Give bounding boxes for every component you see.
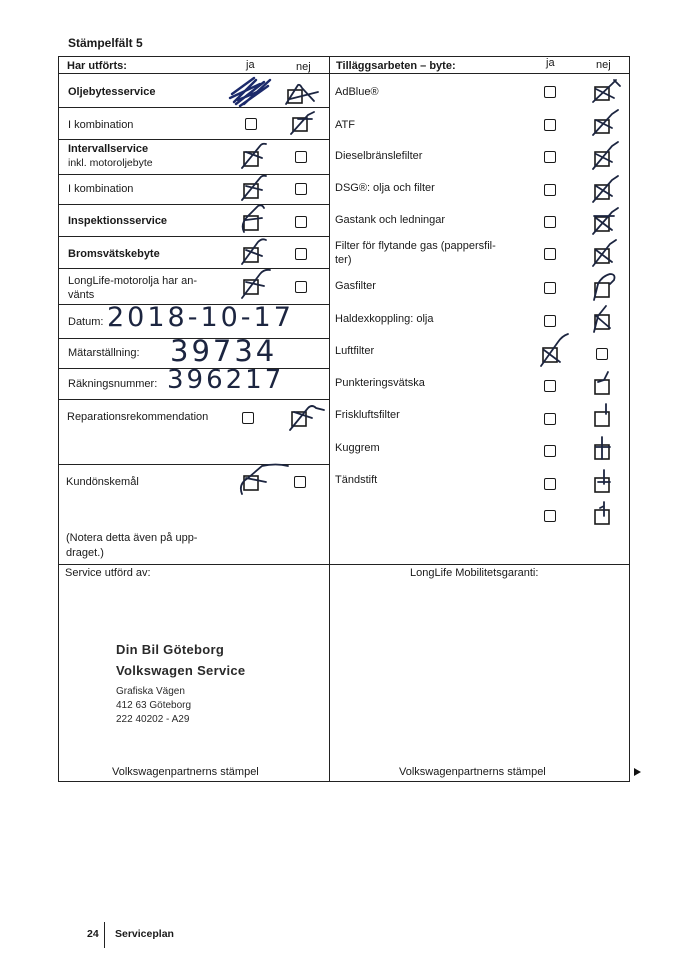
- notera-line-1: (Notera detta även på upp-: [66, 532, 198, 544]
- dealer-stamp: [116, 642, 245, 725]
- friskluft-label: Friskluftsfilter: [335, 409, 400, 421]
- intervallservice-label: Intervallservice: [68, 143, 149, 155]
- row-divider: [58, 236, 329, 237]
- datum-handwritten: 2018-10-17: [107, 302, 294, 333]
- section-divider: [58, 564, 630, 565]
- row-divider: [58, 107, 329, 108]
- reparation-ja-checkbox[interactable]: [242, 412, 254, 424]
- gasfilter-ja-checkbox[interactable]: [544, 282, 556, 294]
- punktering-label: Punkteringsvätska: [335, 377, 425, 389]
- stamp-dealer-name: Din Bil Göteborg: [116, 642, 225, 657]
- oljebyte-label: Oljebytesservice: [68, 86, 156, 98]
- luftfilter-label: Luftfilter: [335, 345, 375, 357]
- kundonskemal-nej-checkbox[interactable]: [294, 476, 306, 488]
- stamp-field-title: Stämpelfält 5: [68, 36, 143, 50]
- tandstift-label: Tändstift: [335, 474, 378, 486]
- stamp-code: 222 40202 - A29: [116, 714, 190, 725]
- row-divider: [58, 399, 329, 400]
- gastank-ja-checkbox[interactable]: [544, 216, 556, 228]
- stamp-postal: 412 63 Göteborg: [116, 700, 192, 711]
- rakningsnummer-handwritten: 396217: [167, 365, 285, 395]
- flytande-gas-label: Filter för flytande gas (pappersfil-: [335, 240, 496, 252]
- bromsvatska-nej-checkbox[interactable]: [295, 248, 307, 260]
- row-divider: [58, 174, 329, 175]
- row-divider: [58, 464, 329, 465]
- atf-ja-checkbox[interactable]: [544, 119, 556, 131]
- left-ja-header: ja: [246, 59, 255, 71]
- punktering-ja-checkbox[interactable]: [544, 380, 556, 392]
- gasfilter-label: Gasfilter: [335, 280, 376, 292]
- dsg-label: DSG®: olja och filter: [335, 182, 435, 194]
- kuggrem-label: Kuggrem: [335, 442, 380, 454]
- haldex-ja-checkbox[interactable]: [544, 315, 556, 327]
- row-divider: [58, 204, 329, 205]
- rakningsnummer-label: Räkningsnummer:: [68, 378, 158, 390]
- right-header-label: Tilläggsarbeten – byte:: [336, 60, 456, 72]
- atf-label: ATF: [335, 119, 355, 131]
- gastank-label: Gastank och ledningar: [335, 214, 446, 226]
- intervall-nej-checkbox[interactable]: [295, 151, 307, 163]
- right-stamp-caption: Volkswagenpartnerns stämpel: [399, 766, 546, 778]
- header-divider: [58, 73, 630, 74]
- longlife-olja-nej-checkbox[interactable]: [295, 281, 307, 293]
- datum-label: Datum:: [68, 316, 104, 328]
- adblue-ja-checkbox[interactable]: [544, 86, 556, 98]
- continue-arrow-icon: [634, 768, 641, 776]
- page-number: 24: [87, 928, 99, 940]
- tandstift-ja-checkbox[interactable]: [544, 478, 556, 490]
- left-header-label: Har utförts:: [67, 60, 127, 72]
- row-divider: [58, 268, 329, 269]
- longlife-olja-label: LongLife-motorolja har an-: [68, 275, 198, 287]
- extra-ja-checkbox[interactable]: [544, 510, 556, 522]
- left-nej-header: nej: [296, 61, 311, 73]
- flytande-gas-label-2: ter): [335, 254, 352, 266]
- reparation-label: Reparationsrekommendation: [67, 411, 209, 423]
- luftfilter-nej-checkbox[interactable]: [596, 348, 608, 360]
- dieselfilter-ja-checkbox[interactable]: [544, 151, 556, 163]
- intervallservice-sub: inkl. motoroljebyte: [68, 157, 153, 169]
- dieselfilter-label: Dieselbränslefilter: [335, 150, 423, 162]
- kundonskemal-label: Kundönskemål: [66, 476, 139, 488]
- kombination-2-nej-checkbox[interactable]: [295, 183, 307, 195]
- matarstallning-handwritten: 39734: [170, 334, 278, 368]
- kombination-2-label: I kombination: [68, 183, 134, 195]
- stamp-service-name: Volkswagen Service: [116, 663, 246, 678]
- footer-section-title: Serviceplan: [115, 928, 174, 940]
- row-divider: [58, 139, 329, 140]
- haldex-label: Haldexkoppling: olja: [335, 313, 434, 325]
- longlife-garanti-label: LongLife Mobilitetsgaranti:: [410, 567, 539, 579]
- notera-line-2: draget.): [66, 547, 104, 559]
- right-nej-header: nej: [596, 59, 611, 71]
- inspektion-nej-checkbox[interactable]: [295, 216, 307, 228]
- left-stamp-caption: Volkswagenpartnerns stämpel: [112, 766, 259, 778]
- matarstallning-label: Mätarställning:: [68, 347, 140, 359]
- stamp-street: Grafiska Vägen: [116, 686, 185, 697]
- service-utford-label: Service utförd av:: [65, 567, 151, 579]
- kombination-1-label: I kombination: [68, 119, 134, 131]
- longlife-olja-label-2: vänts: [68, 289, 95, 301]
- inspektionsservice-label: Inspektionsservice: [68, 215, 168, 227]
- column-divider: [329, 56, 330, 782]
- flytande-gas-ja-checkbox[interactable]: [544, 248, 556, 260]
- bromsvatskebyte-label: Bromsvätskebyte: [68, 248, 160, 260]
- friskluft-ja-checkbox[interactable]: [544, 413, 556, 425]
- footer-divider: [104, 922, 105, 948]
- adblue-label: AdBlue®: [335, 86, 379, 98]
- kombination-1-ja-checkbox[interactable]: [245, 118, 257, 130]
- dsg-ja-checkbox[interactable]: [544, 184, 556, 196]
- right-ja-header: ja: [546, 57, 555, 69]
- kuggrem-ja-checkbox[interactable]: [544, 445, 556, 457]
